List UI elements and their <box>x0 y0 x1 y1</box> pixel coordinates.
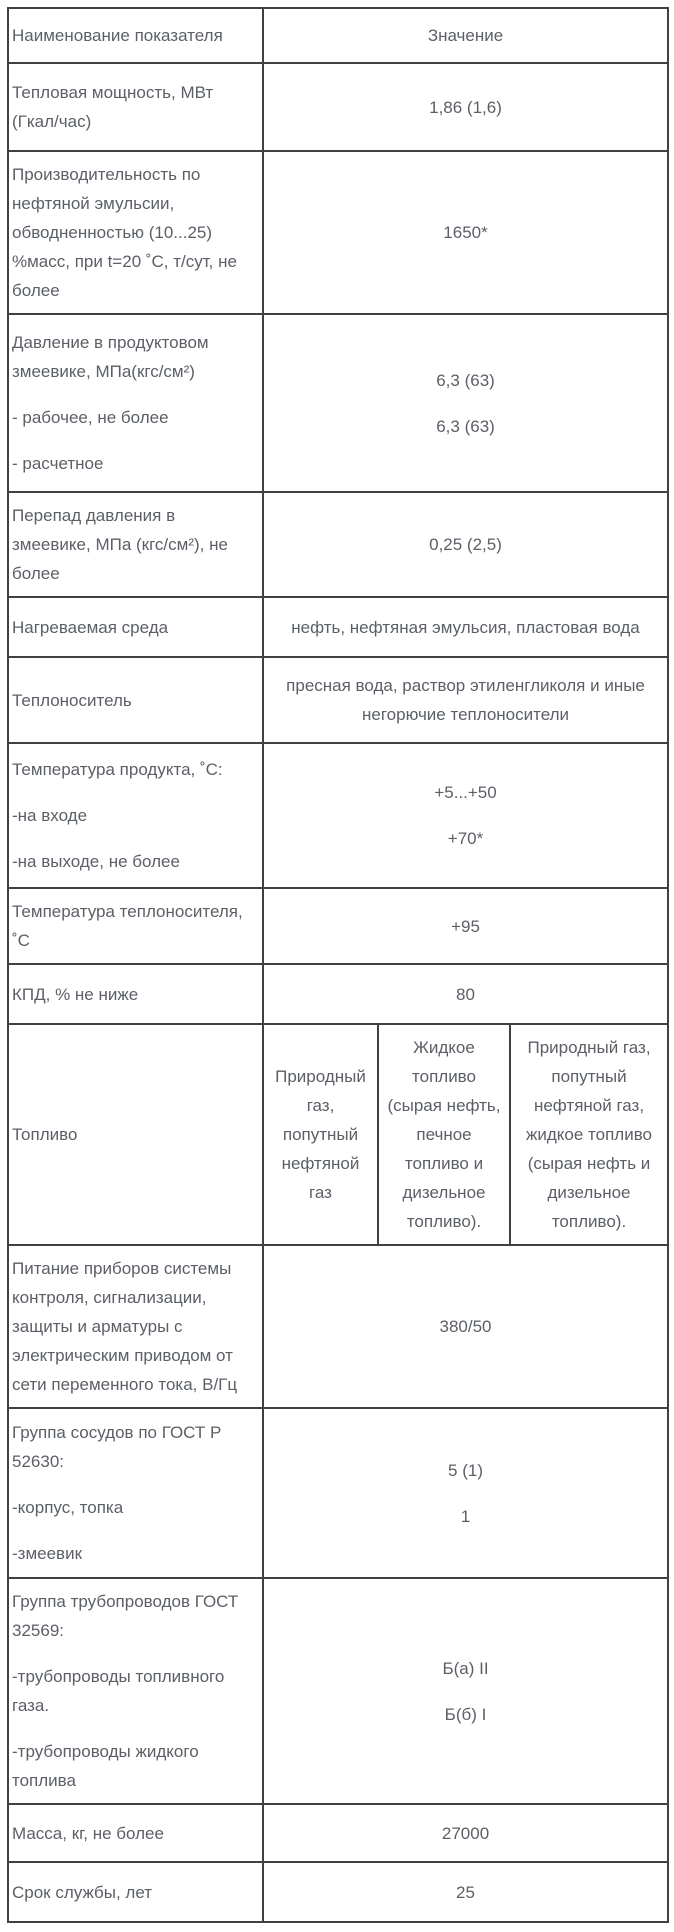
row-value: 380/50 <box>439 1317 492 1336</box>
row-label-cell <box>8 492 263 597</box>
row-value: 27000 <box>441 1823 490 1843</box>
row-label: - расчетное <box>12 454 104 473</box>
table-row <box>8 964 668 1024</box>
header-name-cell <box>8 8 263 63</box>
row-label: Срок службы, лет <box>12 1882 153 1902</box>
row-label: -корпус, топка <box>12 1498 124 1517</box>
header-value-cell <box>263 8 668 63</box>
row-value-cell <box>263 1862 668 1922</box>
row-label: Температура теплоносителя, ˚С <box>12 902 243 950</box>
row-value: 1650* <box>443 223 488 242</box>
row-label-cell <box>8 597 263 657</box>
row-label: -на выходе, не более <box>12 852 180 871</box>
row-value-cell <box>263 888 668 964</box>
row-value: Б(б) I <box>444 1704 487 1724</box>
row-value: 6,3 (63) <box>436 370 495 390</box>
table-row <box>8 63 668 151</box>
row-label: -на входе <box>12 806 88 825</box>
row-value-cell <box>263 1804 668 1862</box>
row-label: -змеевик <box>12 1544 83 1563</box>
fuel-option-cell <box>510 1024 668 1245</box>
table-row <box>8 492 668 597</box>
row-value: нефть, нефтяная эмульсия, пластовая вода <box>291 617 640 637</box>
fuel-option: Природный газ, попутный нефтяной газ <box>275 1067 366 1202</box>
row-label: Нагреваемая среда <box>12 617 169 637</box>
table-row <box>8 888 668 964</box>
table-row <box>8 743 668 888</box>
row-value: 1 <box>460 1506 471 1526</box>
row-value-cell <box>263 314 668 492</box>
row-label: Тепловая мощность, МВт (Гкал/час) <box>12 83 214 131</box>
row-label: Группа трубопроводов ГОСТ 32569: <box>12 1592 239 1640</box>
row-value: 25 <box>456 1882 475 1902</box>
row-value-cell <box>263 657 668 743</box>
row-value-cell <box>263 63 668 151</box>
row-label: Питание приборов системы контроля, сигнализации, защиты и арматуры с электрическим приводом от сети переменного тока, В/Гц <box>12 1259 238 1394</box>
table-row <box>8 1408 668 1578</box>
fuel-option-cell <box>263 1024 378 1245</box>
table-row-fuel <box>8 1024 668 1245</box>
header-row <box>8 8 668 63</box>
row-value: пресная вода, раствор этиленгликоля и иные негорючие теплоносители <box>286 676 645 724</box>
row-label-cell <box>8 1245 263 1408</box>
row-label-cell <box>8 1408 263 1578</box>
row-value: 80 <box>456 984 475 1004</box>
row-label: - рабочее, не более <box>12 408 169 427</box>
specs-table <box>7 7 669 1923</box>
row-value: Б(а) II <box>442 1658 489 1678</box>
fuel-option: Природный газ, попутный нефтяной газ, жидкое топливо (сырая нефть и дизельное топливо). <box>526 1038 653 1231</box>
table-row <box>8 657 668 743</box>
table-row <box>8 1245 668 1408</box>
table-row <box>8 1862 668 1922</box>
row-value-cell <box>263 1578 668 1804</box>
table-row <box>8 151 668 314</box>
row-label-cell <box>8 63 263 151</box>
table-row <box>8 1578 668 1804</box>
row-label-cell <box>8 657 263 743</box>
table-row <box>8 314 668 492</box>
table-row <box>8 1804 668 1862</box>
row-label-cell <box>8 743 263 888</box>
row-label-cell <box>8 1024 263 1245</box>
row-label: Теплоноситель <box>12 690 132 710</box>
row-label-cell <box>8 964 263 1024</box>
table-row <box>8 597 668 657</box>
row-label: Масса, кг, не более <box>12 1823 164 1843</box>
row-label-cell <box>8 888 263 964</box>
row-value-cell <box>263 492 668 597</box>
row-value: 6,3 (63) <box>436 416 495 436</box>
fuel-option-cell <box>378 1024 510 1245</box>
row-value: 1,86 (1,6) <box>429 97 502 117</box>
row-label-cell <box>8 1862 263 1922</box>
row-value-cell <box>263 151 668 314</box>
row-label-cell <box>8 1804 263 1862</box>
row-label: Группа сосудов по ГОСТ Р 52630: <box>12 1423 222 1471</box>
row-value: +5...+50 <box>434 783 497 802</box>
row-label-cell <box>8 151 263 314</box>
row-value: 0,25 (2,5) <box>429 535 502 554</box>
row-value: +70* <box>447 829 484 848</box>
row-value-cell <box>263 597 668 657</box>
row-label: -трубопроводы жидкого топлива <box>12 1742 199 1790</box>
row-value-cell <box>263 1408 668 1578</box>
row-value-cell <box>263 743 668 888</box>
row-label-cell <box>8 1578 263 1804</box>
row-label: Производительность по нефтяной эмульсии, обводненностью (10...25) %масс, при t=20 ˚С, т/сут, не более <box>12 165 237 300</box>
row-value-cell <box>263 964 668 1024</box>
fuel-option: Жидкое топливо (сырая нефть, печное топливо и дизельное топливо). <box>387 1038 501 1231</box>
row-label: Температура продукта, ˚С: <box>12 760 223 779</box>
row-label: Давление в продуктовом змеевике, МПа(кгс/см²) <box>12 333 209 381</box>
row-label-cell <box>8 314 263 492</box>
row-value: +95 <box>451 916 480 936</box>
header-name-label: Наименование показателя <box>12 26 223 45</box>
row-value-cell <box>263 1245 668 1408</box>
row-label: КПД, % не ниже <box>12 984 139 1004</box>
row-label: Топливо <box>12 1125 78 1144</box>
header-value-label: Значение <box>427 26 504 45</box>
row-value: 5 (1) <box>448 1460 483 1480</box>
row-label: Перепад давления в змеевике, МПа (кгс/см²), не более <box>12 506 228 583</box>
row-label: -трубопроводы топливного газа. <box>12 1667 225 1715</box>
